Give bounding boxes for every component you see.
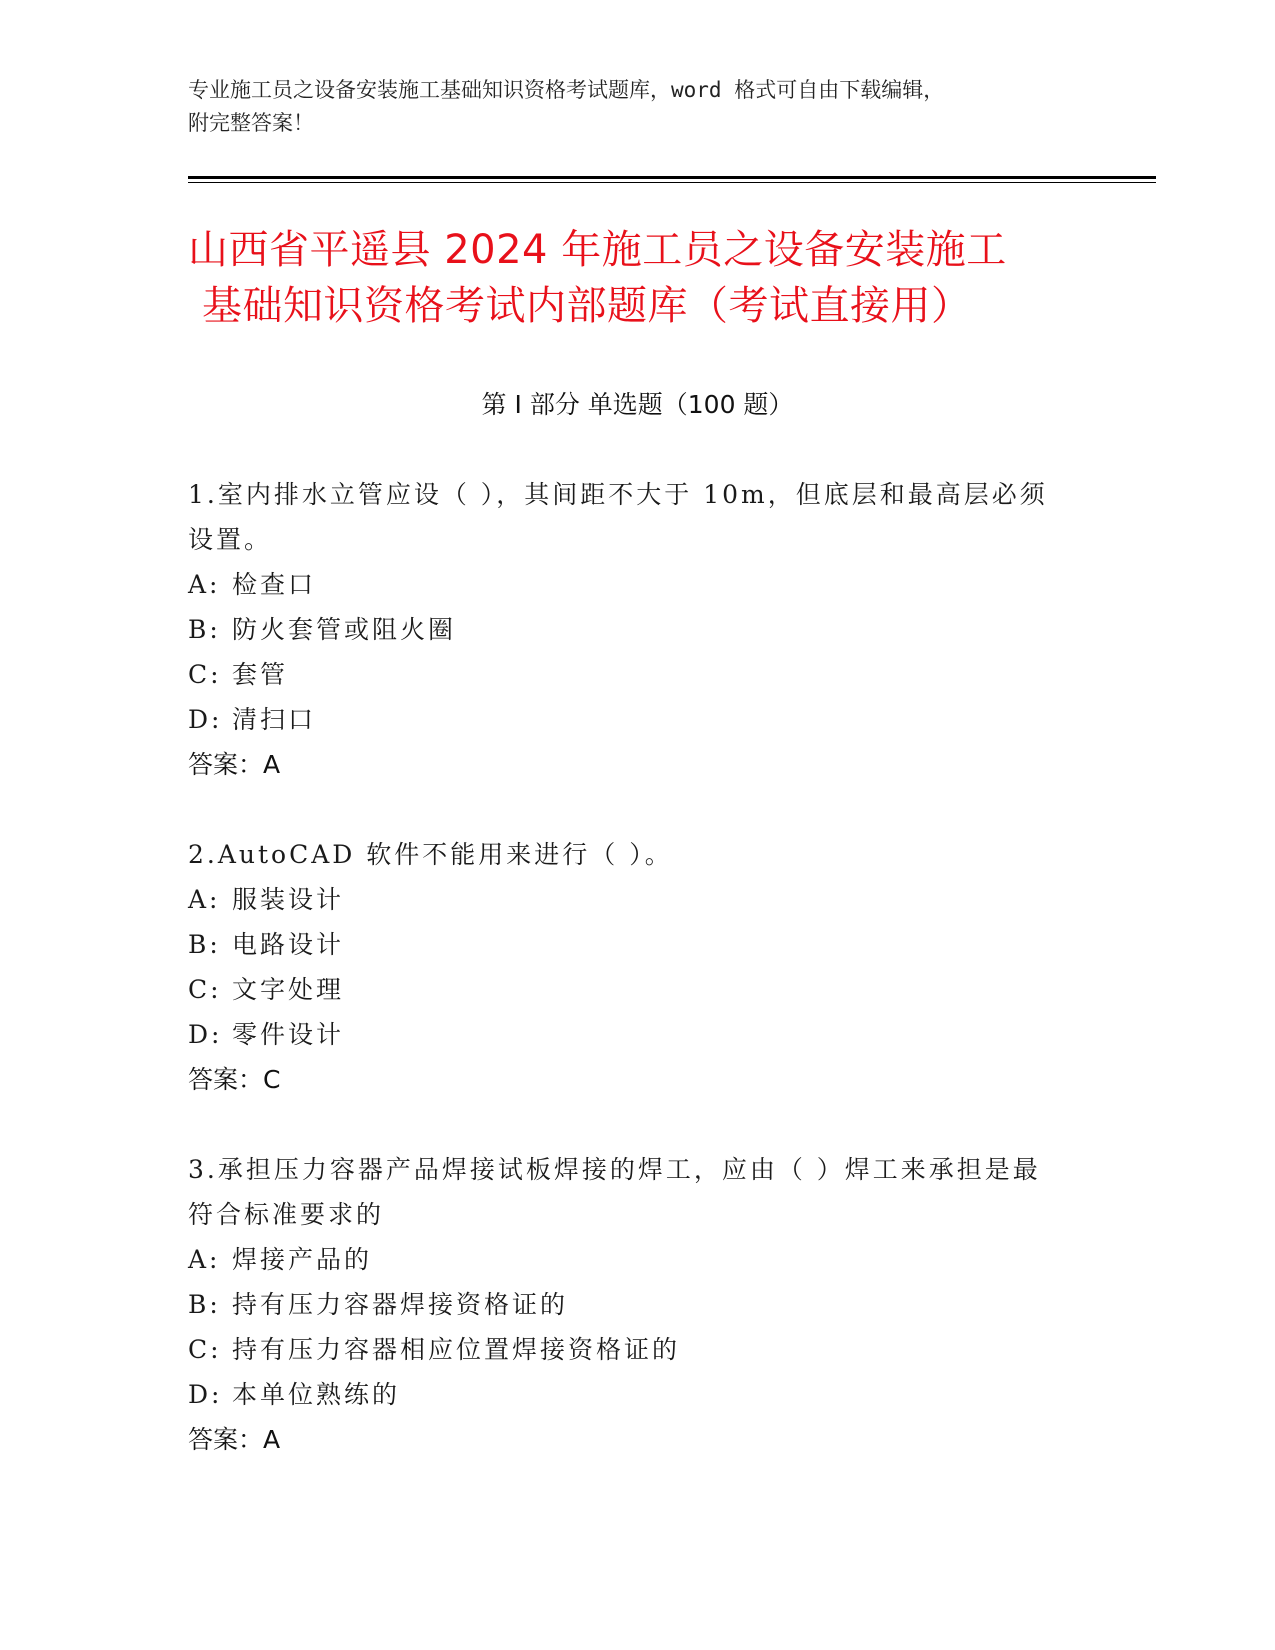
- option-c: [188, 652, 1088, 697]
- question-stem-line-1: 1.室内排水立管应设（ ），其间距不大于 10m，但底层和最高层必须: [188, 480, 1048, 509]
- question-stem-line-2: 设置。: [188, 525, 273, 554]
- question-2: [188, 832, 1088, 1102]
- document-title-line-2: 基础知识资格考试内部题库（考试直接用）: [202, 283, 972, 329]
- answer-label: 答案：C: [188, 1065, 281, 1094]
- question-stem-line-2: 符合标准要求的: [188, 1200, 385, 1229]
- question-3: [188, 1147, 1088, 1462]
- answer-label: 答案：A: [188, 1425, 281, 1454]
- header-note-line-1: 专业施工员之设备安装施工基础知识资格考试题库，word 格式可自由下载编辑，: [188, 78, 945, 102]
- option-text: 持有压力容器相应位置焊接资格证的: [232, 1335, 681, 1364]
- option-text: 焊接产品的: [232, 1245, 373, 1274]
- header-note-line-2: 附完整答案！: [188, 111, 314, 135]
- option-key: A:: [188, 570, 221, 599]
- option-text: 本单位熟练的: [232, 1380, 401, 1409]
- option-d: [188, 697, 1088, 742]
- option-text: 套管: [232, 660, 289, 689]
- header-note: [188, 74, 1068, 140]
- option-a: [188, 877, 1088, 922]
- option-b: [188, 607, 1088, 652]
- option-text: 持有压力容器焊接资格证的: [232, 1290, 569, 1319]
- option-text: 电路设计: [232, 930, 345, 959]
- question-1: [188, 472, 1088, 787]
- option-key: A:: [188, 885, 221, 914]
- option-key: C:: [188, 1335, 222, 1364]
- option-b: [188, 1282, 1088, 1327]
- question-list: [188, 472, 1088, 1507]
- option-a: [188, 562, 1088, 607]
- answer-label: 答案：A: [188, 750, 281, 779]
- option-key: D:: [188, 1380, 223, 1409]
- option-a: [188, 1237, 1088, 1282]
- option-text: 检查口: [232, 570, 317, 599]
- option-key: A:: [188, 1245, 221, 1274]
- option-text: 服装设计: [232, 885, 345, 914]
- question-stem-line-1: 2.AutoCAD 软件不能用来进行（ ）。: [188, 840, 673, 869]
- option-text: 文字处理: [232, 975, 345, 1004]
- option-key: C:: [188, 975, 222, 1004]
- option-d: [188, 1012, 1088, 1057]
- question-stem: [188, 832, 1088, 877]
- question-stem-line-1: 3.承担压力容器产品焊接试板焊接的焊工，应由（ ）焊工来承担是最: [188, 1155, 1041, 1184]
- option-key: C:: [188, 660, 222, 689]
- document-title-line-1: 山西省平遥县 2024 年施工员之设备安装施工: [188, 227, 1007, 273]
- document-title: [188, 222, 1108, 334]
- option-d: [188, 1372, 1088, 1417]
- option-key: D:: [188, 1020, 223, 1049]
- option-c: [188, 967, 1088, 1012]
- option-key: B:: [188, 1290, 221, 1319]
- question-stem: [188, 1147, 1088, 1237]
- option-key: B:: [188, 615, 221, 644]
- question-stem: [188, 472, 1088, 562]
- header-divider-thick: [188, 176, 1156, 179]
- header-divider-thin: [188, 182, 1156, 183]
- option-key: D:: [188, 705, 223, 734]
- option-key: B:: [188, 930, 221, 959]
- section-title: 第 I 部分 单选题（100 题）: [481, 390, 794, 419]
- option-text: 零件设计: [232, 1020, 345, 1049]
- option-text: 清扫口: [232, 705, 317, 734]
- option-b: [188, 922, 1088, 967]
- option-c: [188, 1327, 1088, 1372]
- option-text: 防火套管或阻火圈: [232, 615, 457, 644]
